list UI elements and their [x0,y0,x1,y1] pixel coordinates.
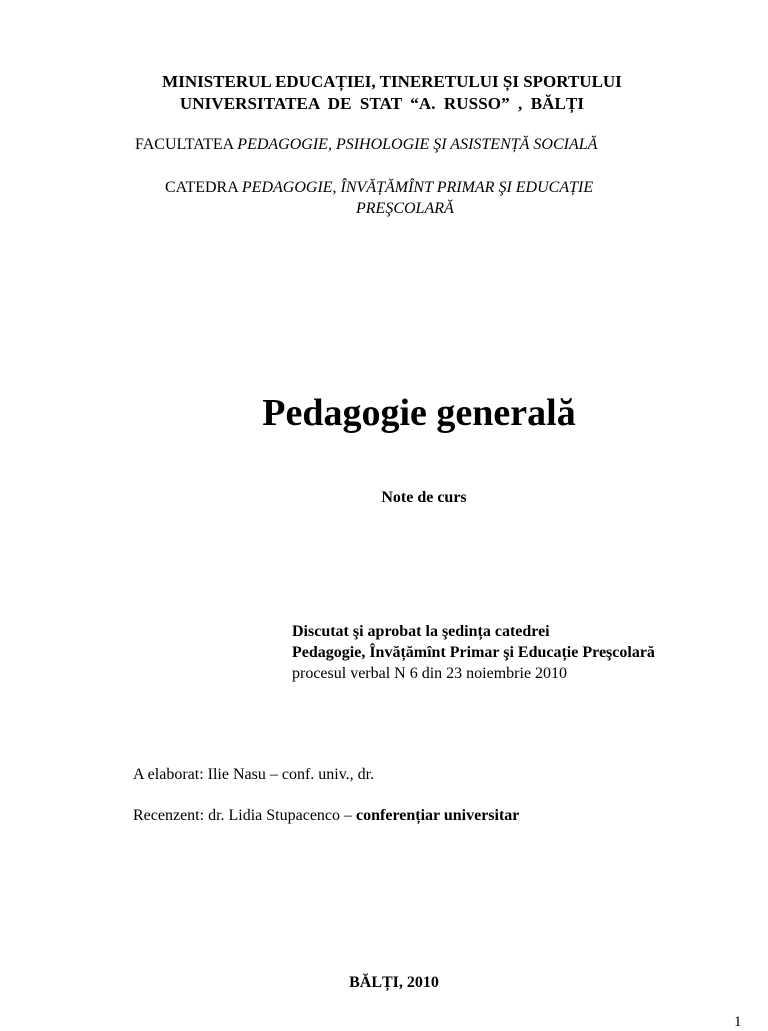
document-subtitle: Note de curs [381,489,467,506]
place-year: BĂLȚI, 2010 [349,974,439,991]
university-heading: UNIVERSITATEA DE STAT “A. RUSSO” , BĂLȚI [179,94,585,113]
ministry-heading: MINISTERUL EDUCAȚIEI, TINERETULUI ȘI SPORTULUI [162,72,622,91]
department-name-line2: PREŞCOLARĂ [356,200,454,217]
reviewer-line [133,807,519,825]
faculty-line [135,136,597,154]
approval-block [292,621,655,684]
reviewer-prefix: Recenzent: dr. Lidia Stupacenco – [133,807,353,824]
reviewer-title: conferențiar universitar [356,807,520,824]
approval-line2: Pedagogie, Învățămînt Primar şi Educație Preşcolară [292,644,655,661]
page-number: 1 [734,1014,742,1030]
document-title: Pedagogie generală [262,392,576,434]
department-line [165,179,593,197]
faculty-label: FACULTATEA [135,136,234,153]
faculty-name: PEDAGOGIE, PSIHOLOGIE ŞI ASISTENȚĂ SOCIALĂ [237,136,598,153]
approval-line3: procesul verbal N 6 din 23 noiembrie 2010 [292,665,568,682]
department-label: CATEDRA [165,179,238,196]
department-name-line1: PEDAGOGIE, ÎNVĂȚĂMÎNT PRIMAR ŞI EDUCAȚIE [241,179,594,196]
approval-line1: Discutat şi aprobat la şedința catedrei [292,623,550,640]
author-line: A elaborat: Ilie Nasu – conf. univ., dr. [133,766,375,783]
